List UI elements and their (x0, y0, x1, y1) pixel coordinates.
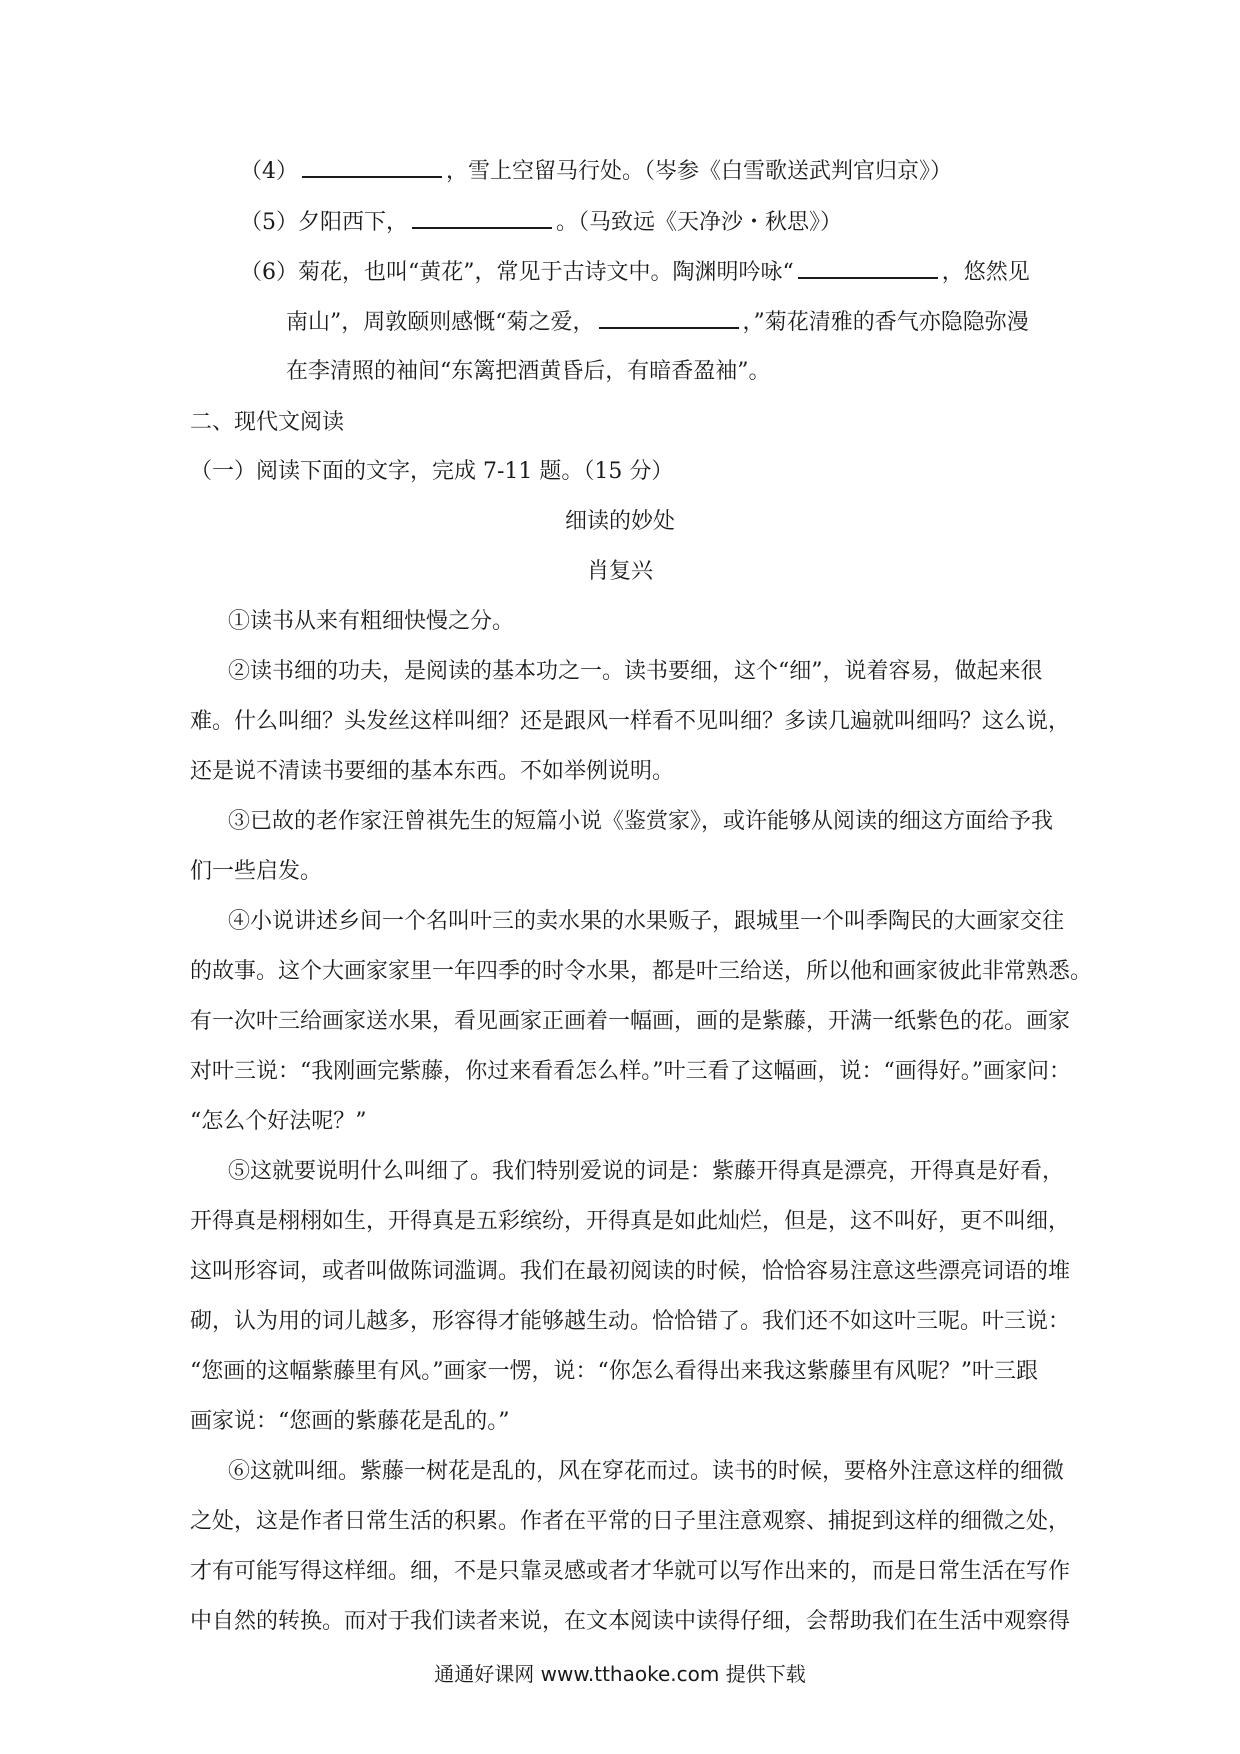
q6-number: （6） (240, 260, 298, 285)
article-line: 中自然的转换。而对于我们读者来说，在文本阅读中读得仔细，会帮助我们在生活中观察得 (190, 1609, 1071, 1634)
article-line: 才有可能写得这样细。细，不是只靠灵感或者才华就可以写作出来的，而是日常生活在写作 (190, 1559, 1071, 1584)
q5-answer-blank (412, 207, 552, 229)
q4-text: ，雪上空留马行处。（岑参《白雪歌送武判官归京》） (446, 159, 953, 184)
article-author: 肖复兴 (586, 559, 653, 584)
article-line: 们一些启发。 (190, 859, 323, 884)
article-line: 还是说不清读书要细的基本东西。不如举例说明。 (190, 759, 675, 784)
article-line: 难。什么叫细？头发丝这样叫细？还是跟风一样看不见叫细？多读几遍就叫细吗？这么说， (190, 709, 1071, 734)
page-footer: 通通好课网 www.tthaoke.com 提供下载 (434, 1662, 806, 1686)
q5-text-after: 。（马致远《天净沙・秋思》） (556, 210, 843, 235)
article-line: “您画的这幅紫藤里有风。”画家一愣，说：“你怎么看得出来我这紫藤里有风呢？”叶三跟 (190, 1359, 1038, 1384)
article-line: 的故事。这个大画家家里一年四季的时令水果，都是叶三给送，所以他和画家彼此非常熟悉。 (190, 959, 1093, 984)
article-line: “怎么个好法呢？” (190, 1109, 367, 1134)
q5-text-before: 夕阳西下， (298, 210, 409, 235)
article-line: ②读书细的功夫，是阅读的基本功之一。读书要细，这个“细”，说着容易，做起来很 (228, 659, 1043, 684)
article-line: ④小说讲述乡间一个名叫叶三的卖水果的水果贩子，跟城里一个叫季陶民的大画家交往 (228, 909, 1065, 934)
article-line: 砌，认为用的词儿越多，形容得才能够越生动。恰恰错了。我们还不如这叶三呢。叶三说： (190, 1309, 1071, 1334)
article-line: 之处，这是作者日常生活的积累。作者在平常的日子里注意观察、捕捉到这样的细微之处， (190, 1509, 1071, 1534)
q4-number: （4） (240, 159, 298, 184)
q5-number: （5） (240, 210, 298, 235)
fill-in-q4 (240, 156, 952, 187)
q6-line2-before: 南山”，周敦颐则感慨“菊之爱， (286, 310, 595, 335)
section-subheading: （一）阅读下面的文字，完成 7-11 题。（15 分） (190, 459, 674, 484)
q6-line1-before: 菊花，也叫“黄花”，常见于古诗文中。陶渊明吟咏“ (298, 260, 794, 285)
article-line: 开得真是栩栩如生，开得真是五彩缤纷，开得真是如此灿烂，但是，这不叫好，更不叫细， (190, 1209, 1071, 1234)
q6-line1-after: ，悠然见 (941, 260, 1030, 285)
q6-answer-blank-2 (599, 307, 739, 329)
article-line: 这叫形容词，或者叫做陈词滥调。我们在最初阅读的时候，恰恰容易注意这些漂亮词语的堆 (190, 1259, 1071, 1284)
article-line: 有一次叶三给画家送水果，看见画家正画着一幅画，画的是紫藤，开满一纸紫色的花。画家 (190, 1009, 1071, 1034)
q4-answer-blank (302, 156, 442, 178)
article-title: 细读的妙处 (564, 509, 675, 534)
q6-answer-blank-1 (798, 257, 938, 279)
q6-line2-after: ，”菊花清雅的香气亦隐隐弥漫 (742, 310, 1029, 335)
fill-in-q6-line3: 在李清照的袖间“东篱把酒黄昏后，有暗香盈袖”。 (286, 359, 771, 384)
article-line: ③已故的老作家汪曾祺先生的短篇小说《鉴赏家》，或许能够从阅读的细这方面给予我 (228, 809, 1054, 834)
fill-in-q5 (240, 207, 842, 238)
article-line: 画家说：“您画的紫藤花是乱的。” (190, 1409, 510, 1434)
section-heading: 二、现代文阅读 (190, 410, 345, 435)
fill-in-q6-line1 (240, 257, 1030, 288)
article-line: ⑤这就要说明什么叫细了。我们特别爱说的词是：紫藤开得真是漂亮，开得真是好看， (228, 1159, 1065, 1184)
article-line: ①读书从来有粗细快慢之分。 (228, 609, 515, 634)
article-line: ⑥这就叫细。紫藤一树花是乱的，风在穿花而过。读书的时候，要格外注意这样的细微 (228, 1459, 1065, 1484)
article-line: 对叶三说：“我刚画完紫藤，你过来看看怎么样。”叶三看了这幅画，说：“画得好。”画家问： (190, 1059, 1071, 1084)
fill-in-q6-line2 (286, 307, 1029, 338)
